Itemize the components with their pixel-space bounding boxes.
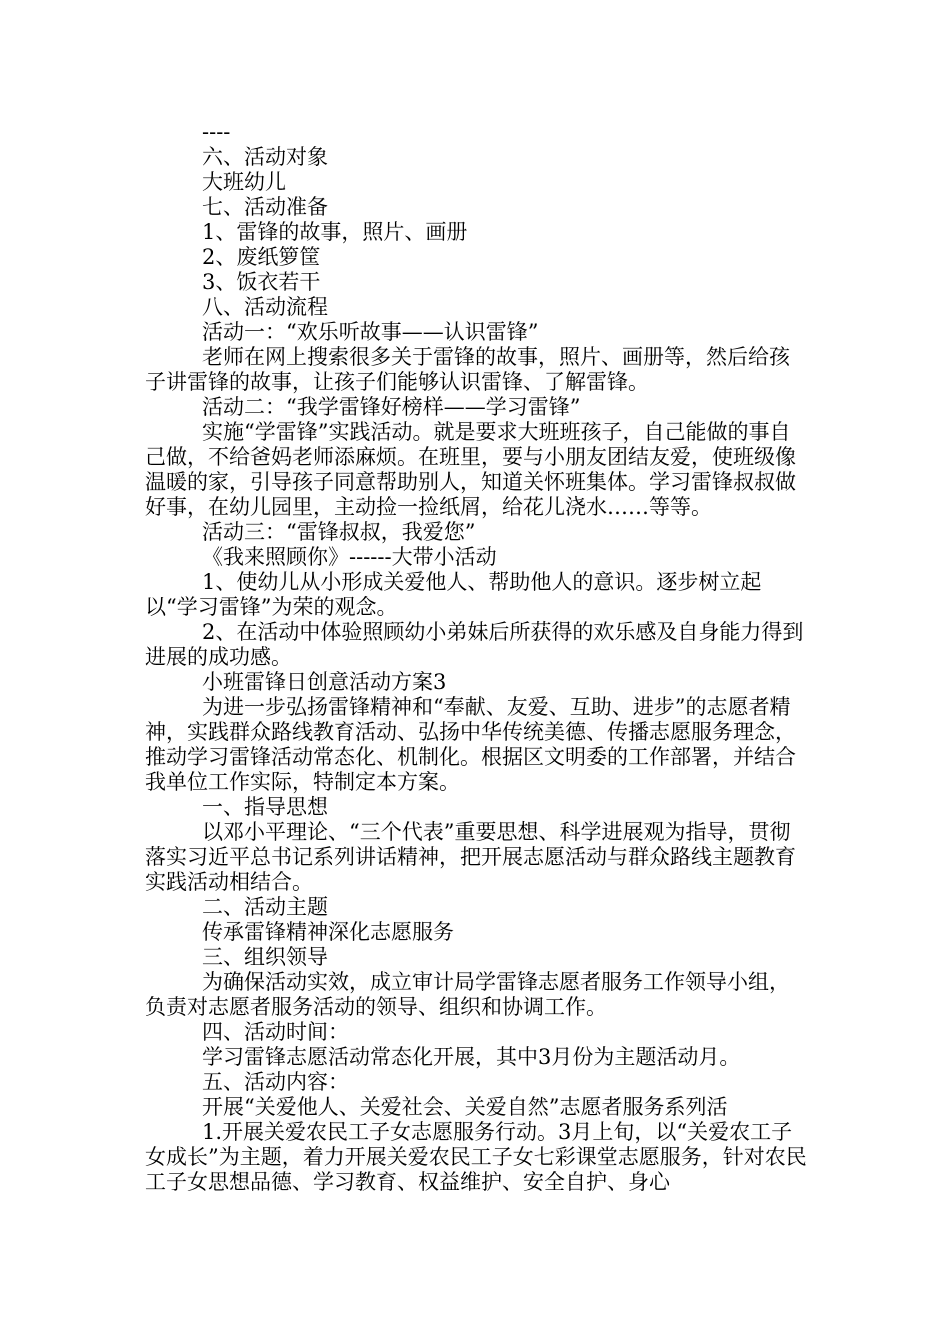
list-item: 1、使幼儿从小形成关爱他人、帮助他人的意识。逐步树立起以“学习雷锋”为荣的观念。 <box>145 570 762 619</box>
list-item: 1、雷锋的故事，照片、画册 <box>202 220 468 244</box>
heading-activity-theme: 二、活动主题 <box>202 895 328 919</box>
paragraph: 1.开展关爱农民工子女志愿服务行动。3月上旬，以“关爱农工子女成长”为主题，着力开展关爱农民工子女七彩课堂志愿服务，针对农民工子女思想品德、学习教育、权益维护、安全自护、身心 <box>145 1120 807 1194</box>
paragraph: 老师在网上搜索很多关于雷锋的故事，照片、画册等，然后给孩子讲雷锋的故事，让孩子们能够认识雷锋、了解雷锋。 <box>145 345 790 394</box>
paragraph: 以邓小平理论、“三个代表”重要思想、科学进展观为指导，贯彻落实习近平总书记系列讲话精神，把开展志愿活动与群众路线主题教育实践活动相结合。 <box>145 820 796 894</box>
paragraph: 学习雷锋志愿活动常态化开展，其中3月份为主题活动月。 <box>202 1045 741 1069</box>
paragraph: 为确保活动实效，成立审计局学雷锋志愿者服务工作领导小组，负责对志愿者服务活动的领导、组织和协调工作。 <box>145 970 790 1019</box>
list-item: 2、废纸箩筐 <box>202 245 321 269</box>
section-title: 小班雷锋日创意活动方案3 <box>202 670 447 694</box>
subheading-activity-two: 活动二：“我学雷锋好榜样——学习雷锋” <box>202 395 581 419</box>
subheading-activity-three: 活动三：“雷锋叔叔，我爱您” <box>202 520 476 544</box>
heading-activity-preparation: 七、活动准备 <box>202 195 328 219</box>
heading-activity-target: 六、活动对象 <box>202 145 328 169</box>
paragraph: 传承雷锋精神深化志愿服务 <box>202 920 454 944</box>
heading-activity-content: 五、活动内容： <box>202 1070 349 1094</box>
heading-organization: 三、组织领导 <box>202 945 328 969</box>
paragraph: 《我来照顾你》------大带小活动 <box>202 545 497 569</box>
paragraph: 为进一步弘扬雷锋精神和“奉献、友爱、互助、进步”的志愿者精神，实践群众路线教育活动、弘扬中华传统美德、传播志愿服务理念，推动学习雷锋活动常态化、机制化。根据区文明委的工作部署，并结合我单位工作实际，特制定本方案。 <box>145 695 796 794</box>
document-body <box>145 120 810 1195</box>
heading-activity-process: 八、活动流程 <box>202 295 328 319</box>
separator-line: ---- <box>202 120 231 144</box>
list-item: 2、在活动中体验照顾幼小弟妹后所获得的欢乐感及自身能力得到进展的成功感。 <box>145 620 804 669</box>
subheading-activity-one: 活动一：“欢乐听故事——认识雷锋” <box>202 320 539 344</box>
heading-guiding-ideology: 一、指导思想 <box>202 795 328 819</box>
paragraph: 实施“学雷锋”实践活动。就是要求大班班孩子，自己能做的事自己做，不给爸妈老师添麻烦。在班里，要与小朋友团结友爱，使班级像温暖的家，引导孩子同意帮助别人，知道关怀班集体。学习雷锋叔叔做好事，在幼儿园里，主动捡一捡纸屑，给花儿浇水……等等。 <box>145 420 796 519</box>
heading-activity-time: 四、活动时间： <box>202 1020 349 1044</box>
paragraph: 开展“关爱他人、关爱社会、关爱自然”志愿者服务系列活 <box>202 1095 728 1119</box>
paragraph: 大班幼儿 <box>202 170 286 194</box>
list-item: 3、饭衣若干 <box>202 270 321 294</box>
